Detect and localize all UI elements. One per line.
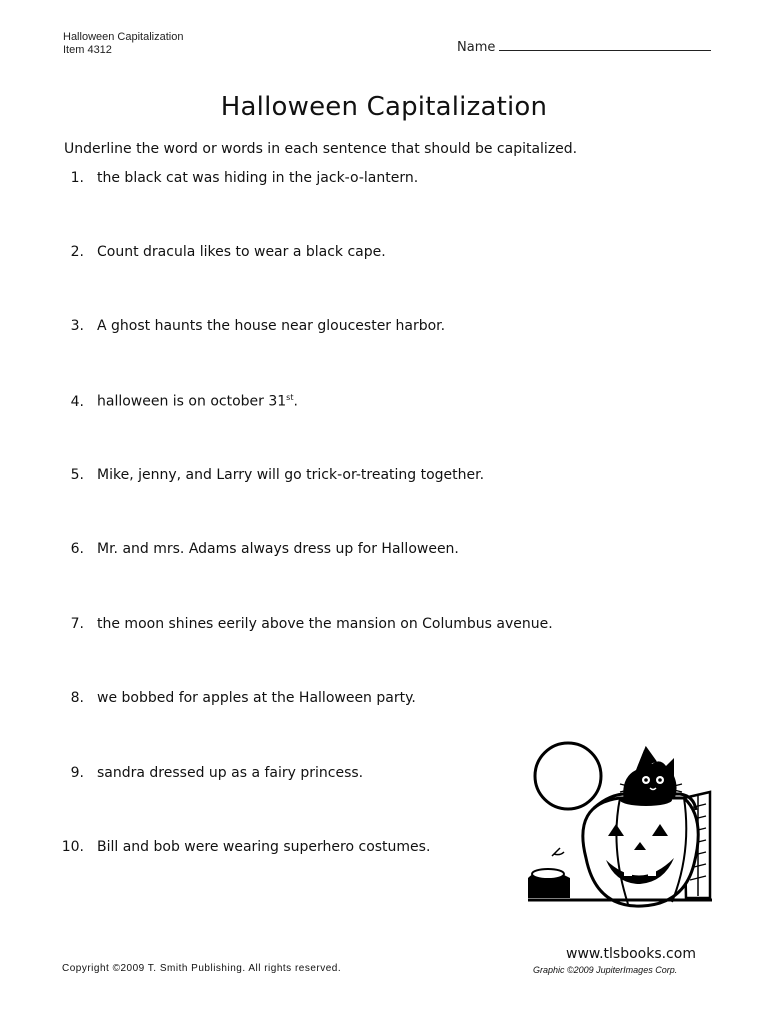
question-number: 5. <box>70 467 84 483</box>
ordinal-suffix: st <box>286 393 294 402</box>
question-number: 3. <box>70 318 84 334</box>
graphic-credit: Graphic ©2009 JupiterImages Corp. <box>533 965 678 975</box>
question-text[interactable]: Bill and bob were wearing superhero costumes. <box>97 839 431 855</box>
name-field[interactable] <box>457 39 711 55</box>
question-7 <box>50 616 553 632</box>
question-9 <box>50 765 363 781</box>
jack-o-lantern-icon <box>583 794 698 906</box>
question-text[interactable]: the moon shines eerily above the mansion on Columbus avenue. <box>97 616 553 632</box>
question-8 <box>50 690 416 706</box>
cat-in-jack-o-lantern-illustration <box>524 728 716 910</box>
question-text[interactable]: the black cat was hiding in the jack-o-lantern. <box>97 170 419 186</box>
moon-icon <box>535 743 601 809</box>
question-number: 1. <box>70 170 84 186</box>
question-1 <box>50 170 418 186</box>
instructions: Underline the word or words in each sentence that should be capitalized. <box>64 141 578 157</box>
question-text[interactable]: Mr. and mrs. Adams always dress up for Halloween. <box>97 541 459 557</box>
question-2 <box>50 244 386 260</box>
name-blank-line[interactable] <box>499 39 711 51</box>
question-text[interactable]: A ghost haunts the house near gloucester harbor. <box>97 318 446 334</box>
question-10 <box>50 839 430 855</box>
question-5 <box>50 467 484 483</box>
website-link[interactable]: www.tlsbooks.com <box>566 946 696 962</box>
question-4 <box>50 393 298 410</box>
question-number: 9. <box>70 765 84 781</box>
question-3 <box>50 318 445 334</box>
question-number: 7. <box>70 616 84 632</box>
question-text[interactable]: we bobbed for apples at the Halloween party. <box>97 690 416 706</box>
question-text[interactable]: Count dracula likes to wear a black cape. <box>97 244 386 260</box>
document-header <box>63 31 183 57</box>
question-6 <box>50 541 459 557</box>
question-text[interactable]: sandra dressed up as a fairy princess. <box>97 765 364 781</box>
question-text[interactable]: Mike, jenny, and Larry will go trick-or-treating together. <box>97 467 485 483</box>
stump-icon <box>532 869 564 879</box>
question-number: 4. <box>70 393 84 410</box>
question-text[interactable]: halloween is on october 31 <box>97 393 287 410</box>
question-number: 2. <box>70 244 84 260</box>
question-text-end: . <box>293 393 298 410</box>
copyright-notice: Copyright ©2009 T. Smith Publishing. All rights reserved. <box>62 963 342 974</box>
page-title: Halloween Capitalization <box>220 92 548 122</box>
question-number: 8. <box>70 690 84 706</box>
name-label: Name <box>457 40 496 55</box>
header-doc-title: Halloween Capitalization <box>63 31 184 43</box>
question-number: 10. <box>61 839 84 855</box>
question-number: 6. <box>70 541 84 557</box>
header-item-number: Item 4312 <box>63 44 112 56</box>
